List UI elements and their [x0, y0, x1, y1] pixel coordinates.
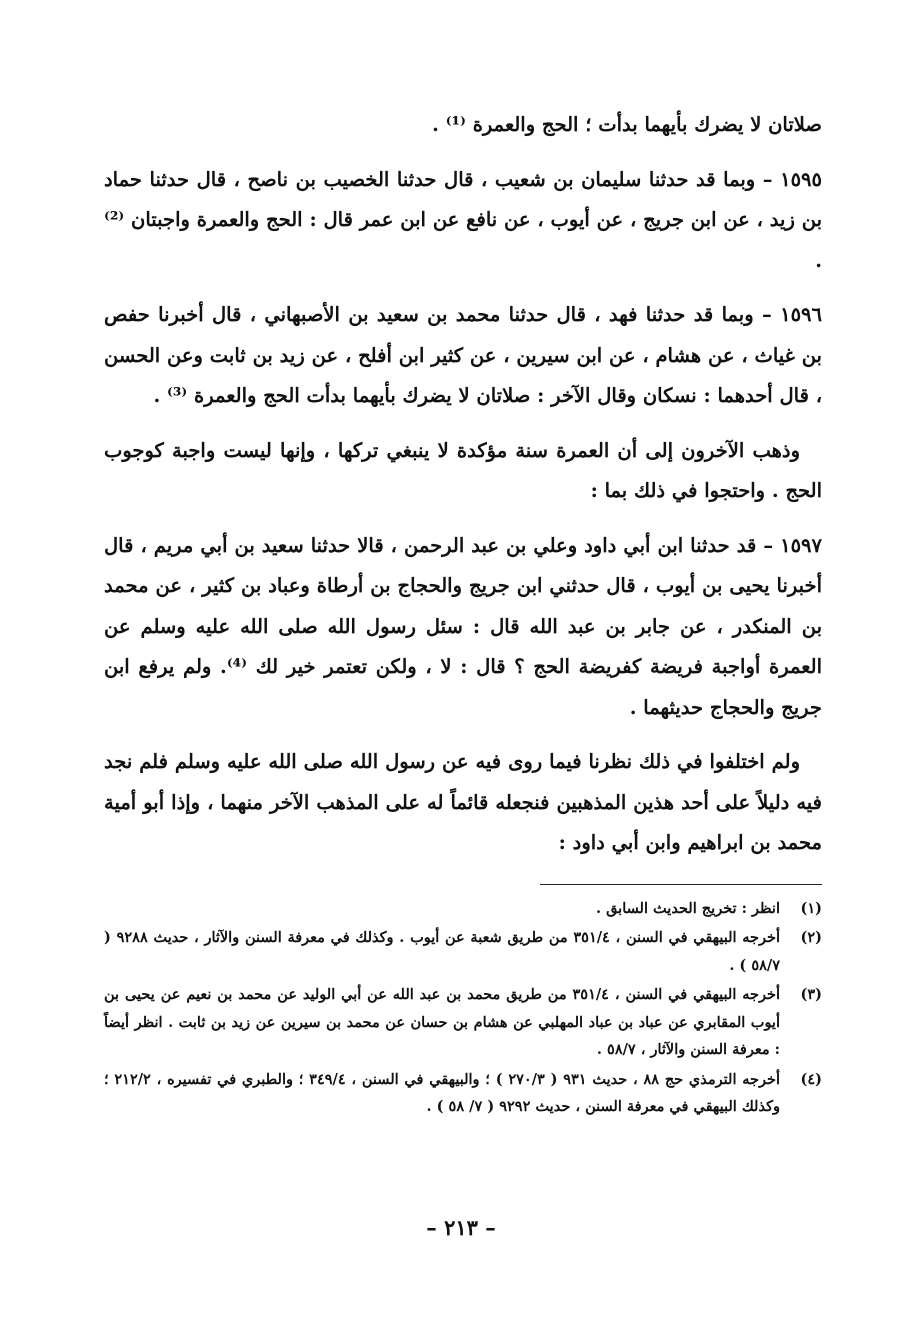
- hadith-1597: ١٥٩٧ – قد حدثنا ابن أبي داود وعلي بن عبد الرحمن ، قالا حدثنا سعيد بن أبي مريم ، قال أخبرنا يحيى بن أيوب ، قال حدثني ابن جريج والحجاج بن أرطاة وعباد بن كثير ، عن محمد بن المنكدر ، عن جابر بن عبد الله قال : سئل رسول الله صلى الله عليه وسلم عن العمرة أواجبة فريضة كفريضة الحج ؟ قال : لا ، ولكن تعتمر خير لك ⁽⁴⁾. ولم يرفع ابن جريج والحجاج حديثهما .: [104, 533, 823, 719]
- main-text: [104, 105, 822, 864]
- footnote-1: [104, 895, 822, 923]
- footnote-text: أخرجه البيهقي في السنن ، ٣٥١/٤ من طريق محمد بن عبد الله عن أبي الوليد عن محمد بن نعيم عن يحيى بن أيوب المقابري عن عباد بن عباد المهلبي عن هشام بن حسان عن محمد بن سيرين عن زيد بن ثابت . انظر أيضاً : معرفة السنن والآثار ، ٥٨/٧ .: [104, 986, 781, 1058]
- footnotes: [104, 895, 822, 1121]
- footnote-text: انظر : تخريج الحديث السابق .: [595, 899, 780, 917]
- paragraph-analysis: ولم اختلفوا في ذلك نظرنا فيما روى فيه عن رسول الله صلى الله عليه وسلم فلم نجد فيه دليلاً على أحد هذين المذهبين فنجعله قائماً له على المذهب الآخر منهما ، وإذا أبو أمية محمد بن ابراهيم وابن أبي داود :: [104, 750, 822, 854]
- footnote-4: [104, 1066, 822, 1121]
- footnote-number: (٣): [800, 986, 822, 1003]
- footnote-text: أخرجه البيهقي في السنن ، ٣٥١/٤ من طريق شعبة عن أيوب . وكذلك في معرفة السنن والآثار ، حديث ٩٢٨٨ ( ٥٨/٧ ) .: [104, 929, 780, 974]
- footnote-2: [104, 924, 822, 979]
- page-content: [104, 105, 822, 1123]
- footnote-text: أخرجه الترمذي حج ٨٨ ، حديث ٩٣١ ( ٢٧٠/٣ ) ؛ والبيهقي في السنن ، ٣٤٩/٤ ؛ والطبري في تفسيره ، ٢١٢/٢ ؛ وكذلك البيهقي في معرفة السنن ، حديث ٩٢٩٢ ( ٧/ ٥٨ ) .: [104, 1070, 780, 1115]
- hadith-1596: ١٥٩٦ – وبما قد حدثنا فهد ، قال حدثنا محمد بن سعيد بن الأصبهاني ، قال أخبرنا حفص بن غياث ، عن هشام ، عن ابن سيرين ، عن كثير ابن أفلح ، عن زيد بن ثابت وعن الحسن ، قال أحدهما : نسكان وقال الآخر : صلاتان لا يضرك بأيهما بدأت الحج والعمرة ⁽³⁾ .: [104, 303, 822, 407]
- footnote-number: (١): [800, 899, 822, 917]
- hadith-1595: ١٥٩٥ – وبما قد حدثنا سليمان بن شعيب ، قال حدثنا الخصيب بن ناصح ، قال حدثنا حماد بن زيد ، عن ابن جريج ، عن أيوب ، عن نافع عن ابن عمر قال : الحج والعمرة واجبتان ⁽²⁾ .: [104, 167, 822, 272]
- page-number: – ٢١٣ –: [426, 1215, 496, 1240]
- paragraph-continuation: صلاتان لا يضرك بأيهما بدأت ؛ الحج والعمرة ⁽¹⁾ .: [432, 113, 822, 136]
- footnote-number: (٢): [800, 929, 822, 946]
- footnote-3: [104, 981, 822, 1064]
- footnote-number: (٤): [800, 1070, 822, 1088]
- footnote-divider: [540, 884, 822, 885]
- paragraph-opposing-view: وذهب الآخرون إلى أن العمرة سنة مؤكدة لا ينبغي تركها ، وإنها ليست واجبة كوجوب الحج . واحتجوا في ذلك بما :: [104, 438, 822, 502]
